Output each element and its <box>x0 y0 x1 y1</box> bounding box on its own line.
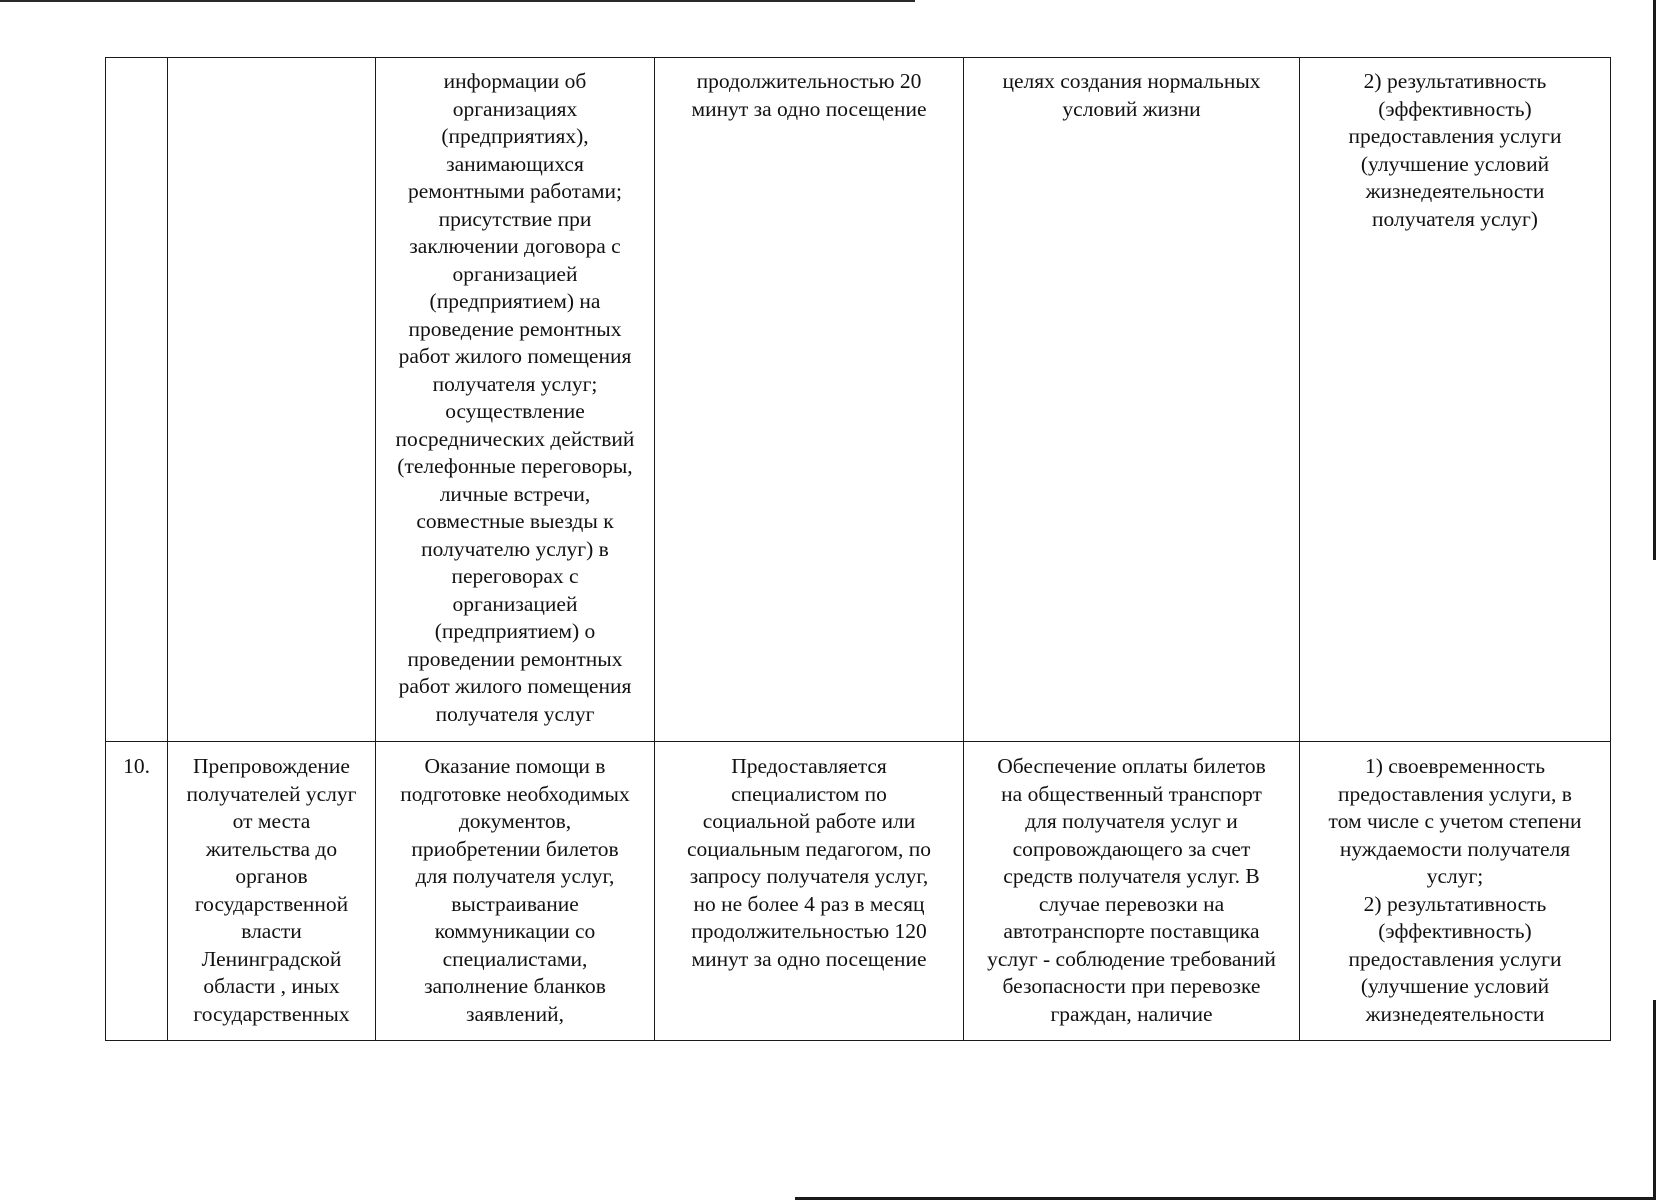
service-conditions-cell <box>964 742 1300 1041</box>
row-number: 10. <box>123 754 150 778</box>
service-terms: Предоставляется специалистом по социальной работе или социальным педагогом, по запросу получателя услуг, но не более 4 раз в месяц продолжительностью 120 минут за одно посещение <box>686 754 932 971</box>
service-name-cell <box>168 742 376 1041</box>
service-content: информации об организациях (предприятиях), занимающихся ремонтными работами; присутствие при заключении договора с организацией (предприятием) на проведение ремонтных работ жилого помещения получателя услуг; осуществление посреднических действий (телефонные переговоры, личные встречи, совместные выезды к получателю услуг) в переговорах с организацией (предприятием) о проведении ремонтных работ жилого помещения получателя услуг <box>395 69 635 726</box>
service-quality: 2) результативность (эффективность) предоставления услуги (улучшение условий жизнедеятельности получателя услуг) <box>1348 69 1562 231</box>
service-name: Препровождение получателей услуг от места жительства до органов государственной власти Ленинградской области , иных государственных <box>186 754 357 1026</box>
service-terms-cell <box>655 58 964 742</box>
services-table <box>105 57 1611 1041</box>
row-number-cell <box>106 742 168 1041</box>
service-content-cell <box>376 742 655 1041</box>
service-conditions-cell <box>964 58 1300 742</box>
service-conditions: целях создания нормальных условий жизни <box>1002 69 1261 121</box>
row-number-cell <box>106 58 168 742</box>
table-row <box>106 58 1611 742</box>
service-quality: 1) своевременность предоставления услуги, в том числе с учетом степени нуждаемости получателя услуг; 2) результативность (эффективность) предоставления услуги (улучшение условий жизнедеятельности <box>1328 754 1582 1026</box>
table-row <box>106 742 1611 1041</box>
service-terms-cell <box>655 742 964 1041</box>
service-terms: продолжительностью 20 минут за одно посещение <box>691 69 927 121</box>
service-quality-cell <box>1300 742 1611 1041</box>
service-name-cell <box>168 58 376 742</box>
scan-top-border <box>0 0 915 2</box>
service-content-cell <box>376 58 655 742</box>
service-quality-cell <box>1300 58 1611 742</box>
service-conditions: Обеспечение оплаты билетов на общественный транспорт для получателя услуг и сопровождающего за счет средств получателя услуг. В случае перевозки на автотранспорте поставщика услуг - соблюдение требований безопасности при перевозке граждан, наличие <box>987 754 1276 1026</box>
service-content: Оказание помощи в подготовке необходимых документов, приобретении билетов для получателя услуг, выстраивание коммуникации со специалистами, заполнение бланков заявлений, <box>400 754 630 1026</box>
